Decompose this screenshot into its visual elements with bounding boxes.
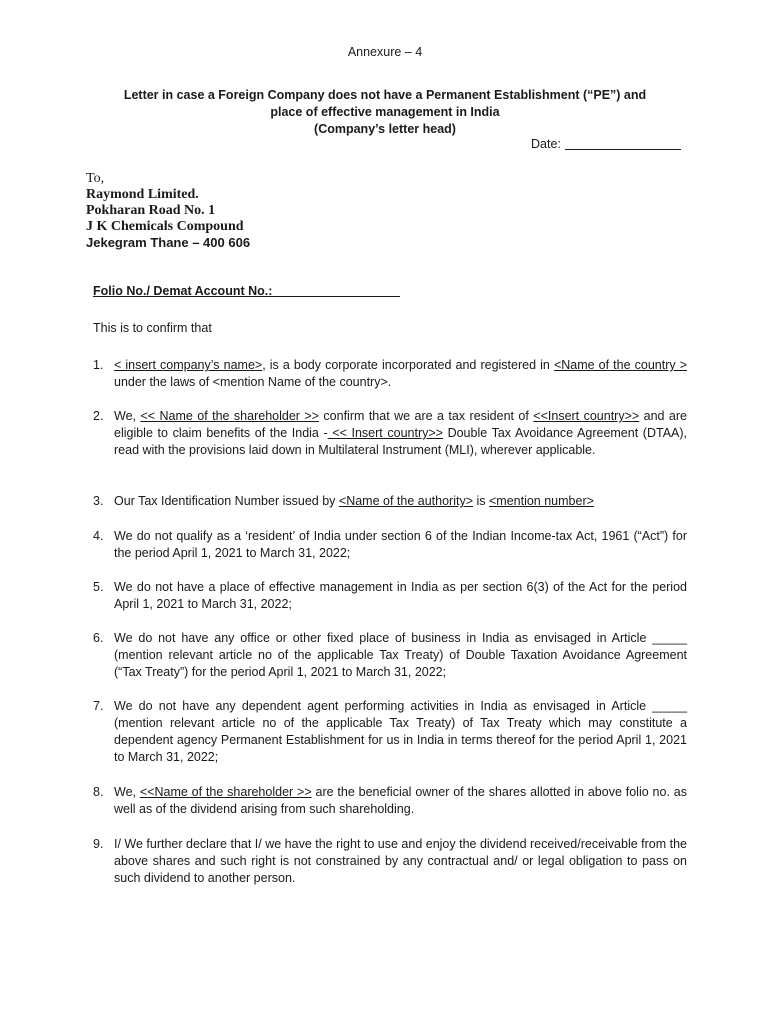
title-line-3: (Company’s letter head)	[314, 122, 456, 136]
item-number: 3.	[93, 494, 104, 508]
item-number: 1.	[93, 358, 104, 372]
date-label: Date:	[531, 137, 561, 151]
item-number: 6.	[93, 631, 104, 645]
item-text: We do not have a place of effective management in India as per section 6(3) of the Act for the period April 1, 2021 to March 31, 2022;	[114, 580, 687, 611]
recipient-address	[86, 171, 250, 251]
item-number: 4.	[93, 529, 104, 543]
folio-blank	[272, 284, 400, 297]
address-to: To,	[86, 171, 105, 186]
item-number: 2.	[93, 409, 104, 423]
address-line-2: Pokharan Road No. 1	[86, 203, 216, 218]
date-blank	[565, 137, 681, 150]
item-number: 9.	[93, 837, 104, 851]
item-text: I/ We further declare that I/ we have the right to use and enjoy the dividend received/receivable from the above shares and such right is not constrained by any contractual and/ or legal obligation to pass on such dividend to another person.	[114, 837, 688, 885]
item-number: 7.	[93, 699, 104, 713]
address-line-3: J K Chemicals Compound	[86, 219, 244, 234]
item-number: 8.	[93, 785, 104, 799]
item-text: Our Tax Identification Number issued by <Name of the authority> is <mention number>	[114, 494, 594, 508]
folio-field	[93, 284, 400, 298]
item-number: 5.	[93, 580, 104, 594]
item-text: We, <<Name of the shareholder >> are the beneficial owner of the shares allotted in above folio no. as well as of the dividend arising from such shareholding.	[114, 785, 687, 816]
intro-text: This is to confirm that	[93, 321, 212, 335]
address-line-1: Raymond Limited.	[86, 187, 199, 202]
folio-label: Folio No./ Demat Account No.:	[93, 284, 273, 298]
item-text: We do not have any office or other fixed place of business in India as envisaged in Article _____ (mention relevant article no of the applicable Tax Treaty) of Double Taxation Avoidance Agreement (“Tax Treaty”) for the period April 1, 2021 to March 31, 2022;	[114, 631, 687, 679]
item-text: We do not have any dependent agent performing activities in India as envisaged in Article _____ (mention relevant article no of the applicable Tax Treaty) of Tax Treaty which may constitute a dependent agency Permanent Establishment for us in India in terms thereof for the period April 1, 2021 to March 31, 2022;	[114, 699, 687, 764]
title-line-2: place of effective management in India	[270, 105, 500, 119]
annexure-label: Annexure – 4	[347, 45, 423, 59]
title-line-1: Letter in case a Foreign Company does not have a Permanent Establishment (“PE”) and	[123, 88, 647, 102]
item-text: < insert company’s name>, is a body corporate incorporated and registered in <Name of the country > under the laws of <mention Name of the country>.	[114, 358, 688, 389]
address-line-4: Jekegram Thane – 400 606	[86, 235, 251, 250]
item-text: We, << Name of the shareholder >> confirm that we are a tax resident of <<Insert country>> and are eligible to claim benefits of the India - << Insert country>> Double Tax Avoidance Agreement (DTAA), read with the provisions laid down in Multilateral Instrument (MLI), wherever applicable.	[114, 409, 688, 457]
item-text: We do not qualify as a ‘resident’ of India under section 6 of the Indian Income-tax Act, 1961 (“Act”) for the period April 1, 2021 to March 31, 2022;	[114, 529, 687, 560]
date-field	[531, 137, 681, 151]
letter-title	[95, 87, 675, 138]
